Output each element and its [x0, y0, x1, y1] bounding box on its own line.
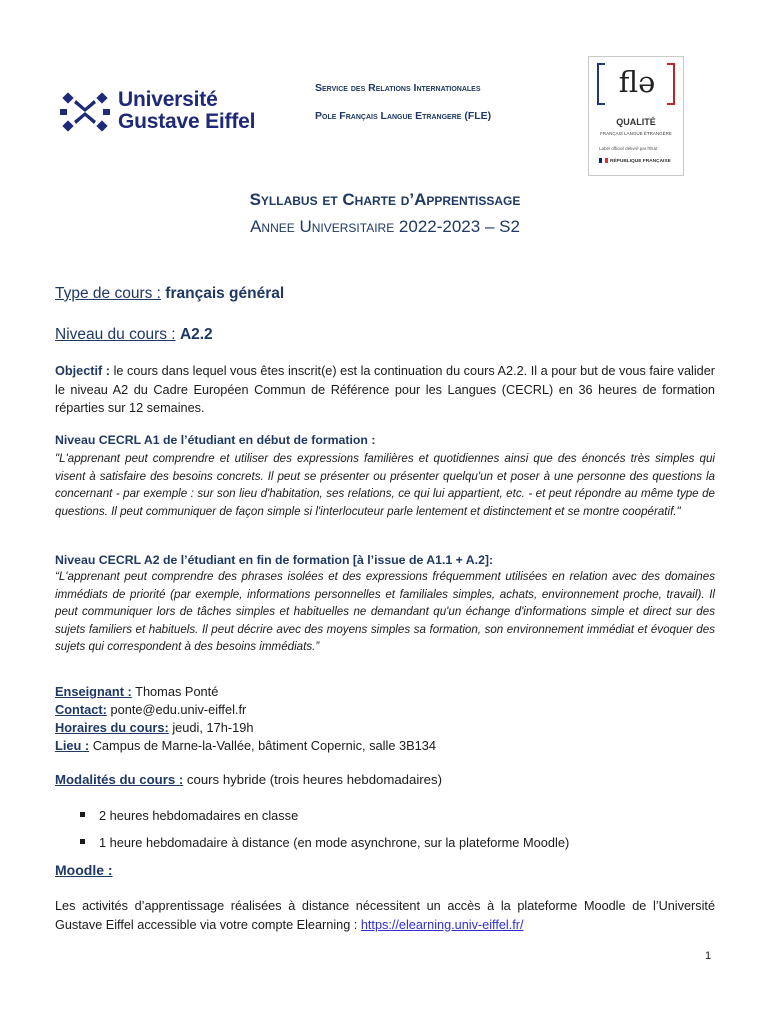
course-level-value: A2.2	[179, 326, 213, 343]
hours-label: Horaires du cours:	[55, 720, 169, 735]
logo-line-1: Université	[118, 88, 218, 111]
list-item-text: 2 heures hebdomadaires en classe	[99, 808, 299, 823]
hours-value: jeudi, 17h-19h	[172, 720, 254, 735]
course-level	[55, 326, 213, 344]
teacher-value: Thomas Ponté	[135, 684, 219, 699]
modalities-label: Modalités du cours :	[55, 772, 184, 787]
right-bracket-icon	[667, 63, 675, 105]
modalities-value: cours hybride (trois heures hebdomadaires)	[186, 772, 442, 787]
academic-year: Annee Universitaire 2022-2023 – S2	[250, 217, 520, 236]
contact-line	[55, 701, 246, 719]
badge-quality: QUALITÉ	[616, 117, 656, 127]
badge-republic	[599, 158, 671, 164]
service-block	[315, 82, 491, 138]
bullet-square-icon	[80, 839, 85, 844]
university-logo	[60, 88, 290, 138]
modalities-line	[55, 772, 442, 787]
course-level-label: Niveau du cours :	[55, 326, 176, 343]
badge-label: Label officiel délivré par l'État	[599, 146, 658, 151]
place-value: Campus de Marne-la-Vallée, bâtiment Copernic, salle 3B134	[92, 738, 437, 753]
objective-paragraph	[55, 362, 715, 418]
university-emblem-icon	[60, 88, 110, 138]
bullet-square-icon	[80, 812, 85, 817]
objective-label: Objectif :	[55, 364, 111, 378]
logo-line-2: Gustave Eiffel	[118, 110, 256, 133]
fle-quality-badge	[588, 56, 684, 176]
list-item-text: 1 heure hebdomadaire à distance (en mode asynchrone, sur la plateforme Moodle)	[99, 835, 570, 850]
moodle-text: Les activités d’apprentissage réalisées à distance nécessitent un accès à la plateforme Moodle de l’Université Gustave Eiffel accessible via votre compte Elearning :	[55, 899, 715, 932]
french-flag-icon	[599, 158, 608, 163]
hours-line	[55, 719, 253, 737]
service-line-1: Service des Relations Internationales	[315, 82, 481, 94]
teacher-line	[55, 683, 218, 701]
objective-text: le cours dans lequel vous êtes inscrit(e) est la continuation du cours A2.2. Il a pour but de vous faire valider le niveau A2 du Cadre Européen Commun de Référence pour les Langues (CECRL) en 36 heures de formation réparties sur 12 semaines.	[55, 364, 715, 415]
course-type	[55, 285, 284, 303]
list-item	[80, 835, 569, 850]
left-bracket-icon	[597, 63, 605, 105]
republic-text: RÉPUBLIQUE FRANÇAISE	[610, 158, 671, 164]
service-line-2: Pole Français Langue Etrangere (FLE)	[315, 110, 492, 122]
place-label: Lieu :	[55, 738, 90, 753]
cecrl-a1-heading: Niveau CECRL A1 de l’étudiant en début de formation :	[55, 433, 376, 447]
teacher-label: Enseignant :	[55, 684, 132, 699]
elearning-link[interactable]: https://elearning.univ-eiffel.fr/	[360, 917, 524, 932]
contact-label: Contact:	[55, 702, 107, 717]
cecrl-a2-heading: Niveau CECRL A2 de l’étudiant en fin de formation [à l’issue de A1.1 + A.2]:	[55, 553, 494, 567]
contact-value[interactable]: ponte@edu.univ-eiffel.fr	[110, 702, 247, 717]
fle-logo-mark	[597, 63, 675, 105]
moodle-heading: Moodle :	[55, 862, 113, 878]
document-title: Syllabus et Charte d’Apprentissage	[249, 190, 521, 209]
cecrl-a1-quote: "L'apprenant peut comprendre et utiliser des expressions familières et quotidiennes ainsi que des énoncés très simples qui visent à satisfaire des besoins concrets. Il peut se présenter ou présenter quelqu'un et poser à une personne des questions la concernant - par exemple : sur son lieu d'habitation, ses relations, ce qui lui appartient, etc. - et peut répondre au même type de questions. Il peut communiquer de façon simple si l'interlocuteur parle lentement et distinctement et se montre coopératif."	[55, 452, 715, 518]
page-number: 1	[705, 950, 712, 962]
cecrl-a2-quote: “L'apprenant peut comprendre des phrases isolées et des expressions fréquemment utilisées en relation avec des domaines immédiats de priorité (par exemple, informations personnelles et familiales simples, achats, environnement proche, travail). Il peut communiquer lors de tâches simples et habituelles ne demandant qu'un échange d'informations simple et direct sur des sujets familiers et habituels. Il peut décrire avec des moyens simples sa formation, son environnement immédiat et évoquer des sujets qui correspondent à des besoins immédiats.”	[55, 570, 715, 653]
fle-mark-text: flə	[618, 65, 656, 99]
course-type-value: français général	[165, 285, 285, 302]
badge-subtitle: FRANÇAIS LANGUE ÉTRANGÈRE	[600, 131, 672, 136]
place-line	[55, 737, 436, 755]
moodle-paragraph	[55, 897, 715, 934]
list-item	[80, 808, 298, 823]
course-type-label: Type de cours :	[55, 285, 161, 302]
